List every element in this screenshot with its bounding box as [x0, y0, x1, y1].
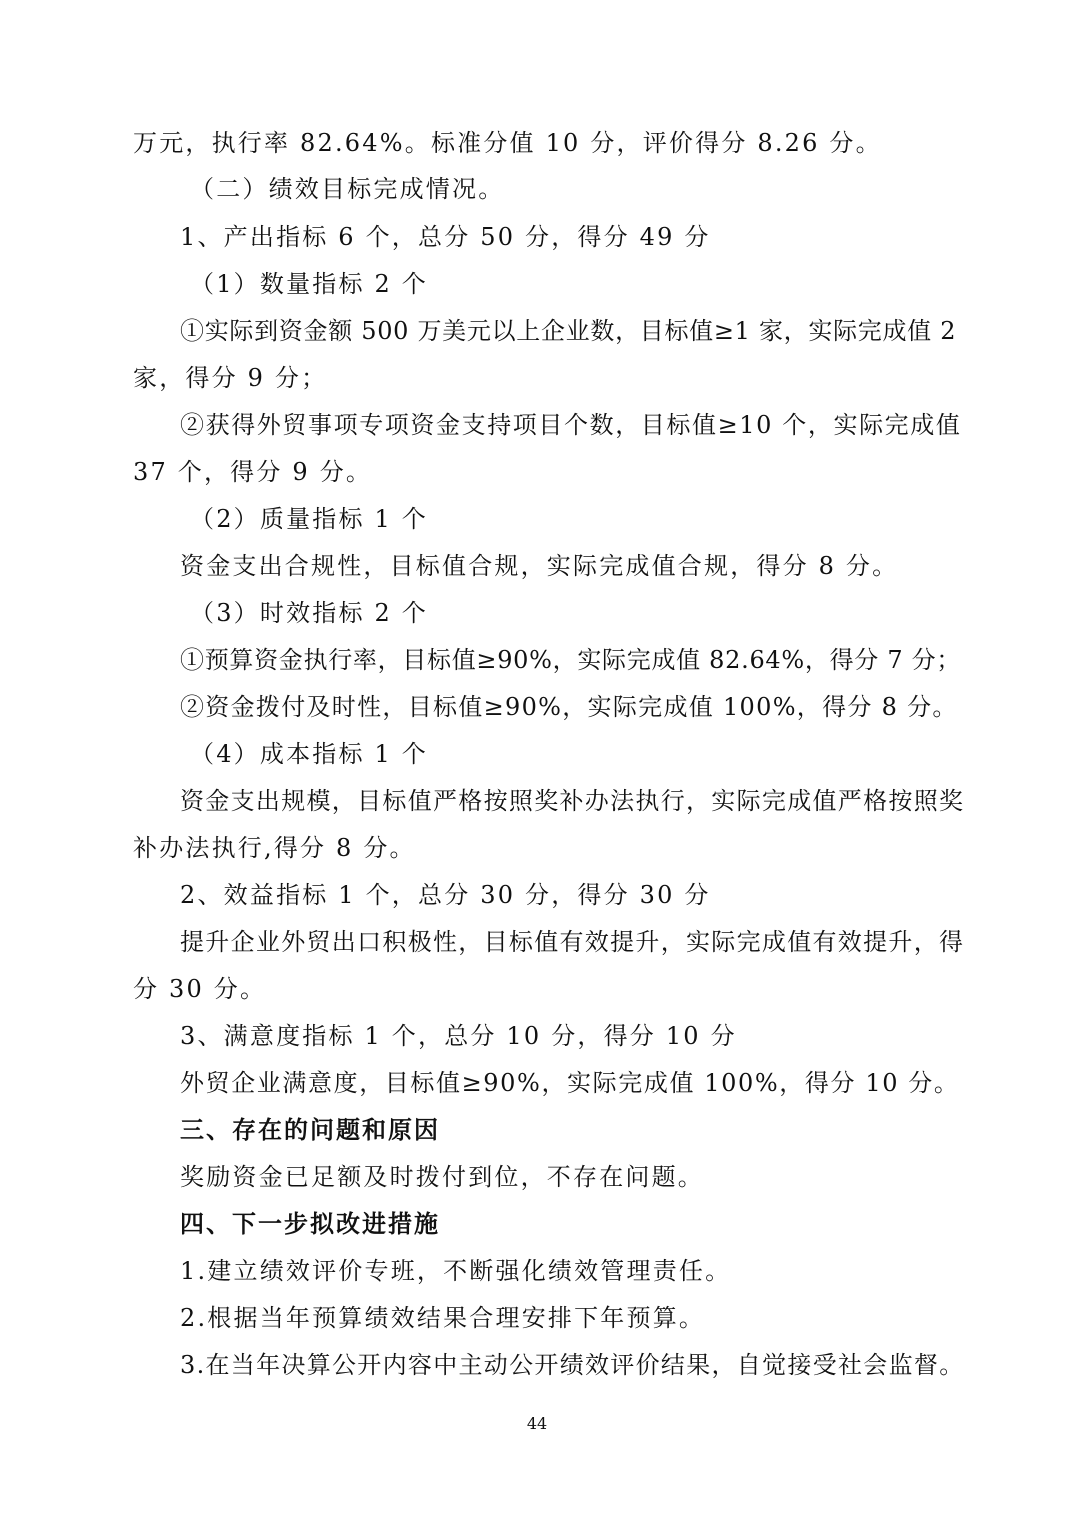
text-line: ①预算资金执行率，目标值≥90%，实际完成值 82.64%，得分 7 分； [180, 646, 962, 674]
text-line: 外贸企业满意度，目标值≥90%，实际完成值 100%，得分 10 分。 [180, 1069, 960, 1097]
page-number: 44 [526, 1414, 548, 1433]
text-line: ①实际到资金额 500 万美元以上企业数，目标值≥1 家，实际完成值 2 [180, 317, 957, 345]
section-heading-next-steps: 四、下一步拟改进措施 [180, 1210, 440, 1238]
text-line: 3、满意度指标 1 个，总分 10 分，得分 10 分 [180, 1022, 737, 1050]
subsection-heading: （4）成本指标 1 个 [190, 740, 428, 768]
text-line: 家，得分 9 分； [133, 364, 328, 392]
text-line: ②资金拨付及时性，目标值≥90%，实际完成值 100%，得分 8 分。 [180, 693, 958, 721]
section-heading: （二）绩效目标完成情况。 [190, 175, 505, 203]
text-line: 资金支出合规性，目标值合规，实际完成值合规，得分 8 分。 [180, 552, 899, 580]
text-line: 资金支出规模，目标值严格按照奖补办法执行，实际完成值严格按照奖 [180, 787, 965, 815]
text-line: 2、效益指标 1 个，总分 30 分，得分 30 分 [180, 881, 711, 909]
text-line: 37 个，得分 9 分。 [133, 458, 373, 486]
subsection-heading: （1）数量指标 2 个 [190, 270, 428, 298]
text-line: 提升企业外贸出口积极性，目标值有效提升，实际完成值有效提升，得 [180, 928, 965, 956]
list-item: 2.根据当年预算绩效结果合理安排下年预算。 [180, 1304, 706, 1332]
subsection-heading: （3）时效指标 2 个 [190, 599, 428, 627]
text-line: 奖励资金已足额及时拨付到位，不存在问题。 [180, 1163, 704, 1191]
text-line: ②获得外贸事项专项资金支持项目个数，目标值≥10 个，实际完成值 [180, 411, 962, 439]
text-line: 分 30 分。 [133, 975, 267, 1003]
text-line: 1、产出指标 6 个，总分 50 分，得分 49 分 [180, 223, 711, 251]
section-heading-problems: 三、存在的问题和原因 [180, 1116, 440, 1144]
text-line: 补办法执行,得分 8 分。 [133, 834, 416, 862]
text-line: 万元，执行率 82.64%。标准分值 10 分，评价得分 8.26 分。 [133, 129, 882, 157]
list-item: 1.建立绩效评价专班，不断强化绩效管理责任。 [180, 1257, 732, 1285]
subsection-heading: （2）质量指标 1 个 [190, 505, 428, 533]
list-item: 3.在当年决算公开内容中主动公开绩效评价结果，自觉接受社会监督。 [180, 1351, 965, 1379]
